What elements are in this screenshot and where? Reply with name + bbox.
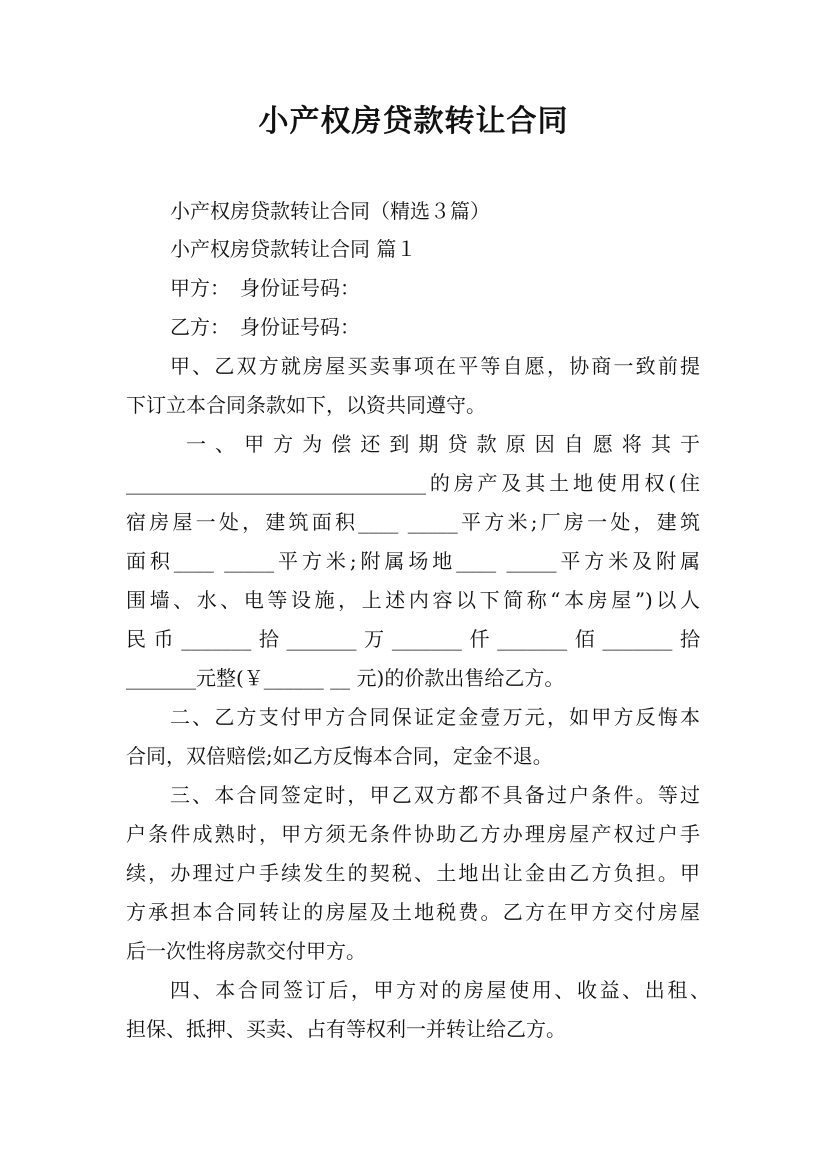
paragraph-line: 下订立本合同条款如下，以资共同遵守。 <box>126 393 486 417</box>
paragraph-line: 后一次性将房款交付甲方。 <box>126 939 366 963</box>
paragraph-line: 二、乙方支付甲方合同保证定金壹万元，如甲方反悔本 <box>170 705 700 729</box>
paragraph-line: 民币_______拾_______万_______仟_______佰_______拾 <box>126 627 700 651</box>
party-b-line: 乙方： 身份证号码： <box>170 315 360 339</box>
party-a-line: 甲方： 身份证号码： <box>170 276 360 300</box>
paragraph-line: 合同，双倍赔偿;如乙方反悔本合同，定金不退。 <box>126 744 553 768</box>
paragraph-line: 面积____ _____平方米;附属场地____ _____平方米及附属 <box>126 549 700 573</box>
paragraph-line: 围墙、水、电等设施，上述内容以下简称“本房屋”)以人 <box>126 588 700 612</box>
document-title: 小产权房贷款转让合同 <box>258 104 569 139</box>
paragraph-line: ______________________________的房产及其土地使用权(住 <box>126 471 700 495</box>
paragraph-line: 甲、乙双方就房屋买卖事项在平等自愿，协商一致前提 <box>170 354 700 378</box>
paragraph-line: 一、甲方为偿还到期贷款原因自愿将其于 <box>186 432 700 456</box>
paragraph-line: 宿房屋一处，建筑面积____ _____平方米;厂房一处，建筑 <box>126 510 700 534</box>
paragraph-line: 四、本合同签订后，甲方对的房屋使用、收益、出租、 <box>170 978 710 1002</box>
section-heading: 小产权房贷款转让合同 篇１ <box>170 237 417 261</box>
paragraph-line: 担保、抵押、买卖、占有等权利一并转让给乙方。 <box>126 1017 566 1041</box>
subtitle-line: 小产权房贷款转让合同（精选３篇） <box>170 199 490 223</box>
paragraph-line: 续，办理过户手续发生的契税、土地出让金由乙方负担。甲 <box>126 861 700 885</box>
paragraph-line: 方承担本合同转让的房屋及土地税费。乙方在甲方交付房屋 <box>126 900 700 924</box>
paragraph-line: 户条件成熟时，甲方须无条件协助乙方办理房屋产权过户手 <box>126 822 700 846</box>
paragraph-line: _______元整(￥______ __ 元)的价款出售给乙方。 <box>126 666 565 690</box>
paragraph-line: 三、本合同签定时，甲乙双方都不具备过户条件。等过 <box>170 783 700 807</box>
